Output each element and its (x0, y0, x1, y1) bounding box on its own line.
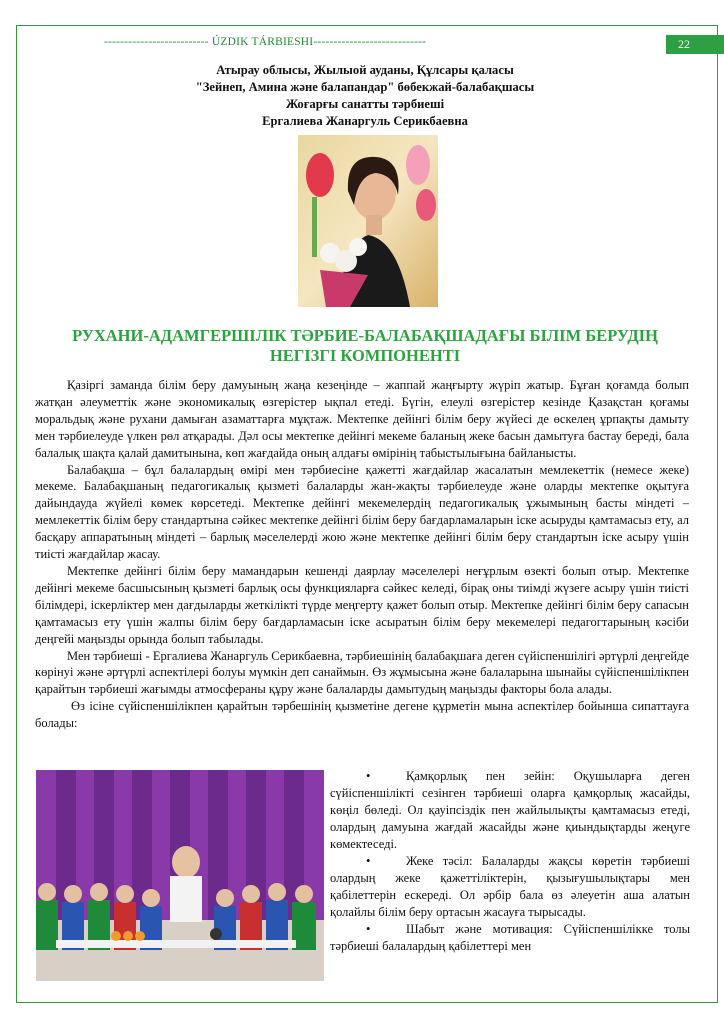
author-info (60, 62, 670, 130)
paragraph: Балабақша – бұл балалардың өмірі мен тәрбиесіне қажетті жағдайлар жасалатын мемлекеттік (немесе жеке) мекеме. Балабақшаның педагогикалық қызметі балаларды жан-жақты тәрбиелеуде және оларды мектепке оқытуға дайындауда жүйелі көмек көрсетеді. Мектепке дейінгі мекемелердің педагогикалық ұжымының басты міндеті – мемлекеттік білім беру стандартына сәйкес мектепке дейінгі білім беру бағдарламаларын іске асыруды қамтамасыз ету, ал басқару аппаратының міндеті – барлық мәселелерді жою және мектепке дейінгі білім беру стандартын іске асыру үшін тиісті жағдайлар жасау. (35, 462, 689, 562)
bullet-text: Шабыт және мотивация: Сүйіспеншілікке толы тәрбиеші балалардың қабілеттері мен (330, 922, 690, 953)
bullet-list (330, 768, 690, 955)
running-header: -------------------------- ÚZDIK TÁRBIESHI---------------------------- (104, 36, 427, 48)
page-number-badge: 22 (666, 35, 724, 54)
author-position: Жоғарғы санатты тәрбиеші (285, 97, 445, 111)
article-body (35, 377, 689, 732)
bullet-text: Жеке тәсіл: Балаларды жақсы көретін тәрбиеші олардың жеке қажеттіліктерін, қызығушылықтары мен қабілеттерін ескереді. Ол әрбір бала өз әлеуетін аша алатын қолайлы білім беру ортасын жасауға тырысады. (330, 854, 690, 919)
author-name: Ергалиева Жанаргуль Серикбаевна (262, 114, 468, 128)
author-kindergarten: "Зейнеп, Амина және балапандар" бөбекжай-балабақшасы (195, 80, 535, 94)
list-item (330, 768, 690, 853)
bullet-marker: • (366, 922, 371, 936)
list-item (330, 921, 690, 955)
paragraph: Мен тәрбиеші - Ергалиева Жанаргуль Серикбаевна, тәрбиешінің балабақшаға деген сүйіспеншілігі әртүрлі деңгейде көрінуі және әртүрлі аспектілері болуы мүмкін деп санаймын. Өз жұмысына және балаларына шынайы сүйіспеншілікпен қарайтын тәрбиеші жағымды атмосфераны құру және балаларды дамытудың маңызды факторы бола алады. (35, 648, 689, 697)
list-item (330, 853, 690, 921)
bullet-marker: • (366, 769, 371, 783)
paragraph: Қазіргі заманда білім беру дамуының жаңа кезеңінде – жаппай жаңғырту жүріп жатыр. Бұған қоғамда болып жатқан әлеуметтік және экономикалық өзгерістер ықпал етеді. Бүгін, елеулі өзгерістер кезінде Қазақстан қоғамы моральдық және рухани дамыған азаматтарға мұқтаж. Мектепке дейінгі білім беру жүйесі де өскелең ұрпақты дамыту мен тәрбиелеуде үлкен рөл атқарады. Дәл осы мектепке дейінгі мекеме баланың жеке басын дамытуға бастау береді, бала балалық шақта қалай дамитынына, көп жағдайда оның алдағы өмірінің табыстылығына байланысты. (35, 378, 689, 460)
article-title: РУХАНИ-АДАМГЕРШІЛІК ТӘРБИЕ-БАЛАБАҚШАДАҒЫ БІЛІМ БЕРУДІҢ НЕГІЗГІ КОМПОНЕНТІ (72, 326, 658, 365)
author-location: Атырау облысы, Жылыой ауданы, Құлсары қаласы (216, 63, 514, 77)
bullet-text: Қамқорлық пен зейін: Оқушыларға деген сүйіспеншілікті сезінген тәрбиеші оларға қамқорлық жасайды, көңіл бөледі. Ол қауіпсіздік пен жайлылықты қамтамасыз етеді, олардың дамуына жағдай жасайды және қиындықтарды жеңуге көмектеседі. (330, 769, 690, 851)
author-portrait-photo (298, 135, 438, 307)
classroom-photo (36, 770, 324, 981)
bullet-marker: • (366, 854, 371, 868)
paragraph: Мектепке дейінгі білім беру мамандарын кешенді даярлау мәселелері неғұрлым өзекті болып отыр. Мектепке дейінгі мекеме басшысының қызметі барлық осы функцияларға сәйкес келеді, бірақ оны тиімді жүзеге асыру үшін тиісті білімдері, іскерліктер мен дағдыларды жеткілікті түрде меңгерту қажет болып отыр. Мектепке дейінгі білім беру сапасын қамтамасыз ету үшін жалпы білім беру бағдарламасын іске асыратын білім беру мекемелері педагогтарының кәсіби деңгейі маңызды орында болып табылады. (35, 563, 689, 646)
paragraph: Өз ісіне сүйіспеншілікпен қарайтын тәрбешінің қызметіне дегене құрметін мына аспектілер бойынша сипаттауға болады: (35, 699, 689, 731)
